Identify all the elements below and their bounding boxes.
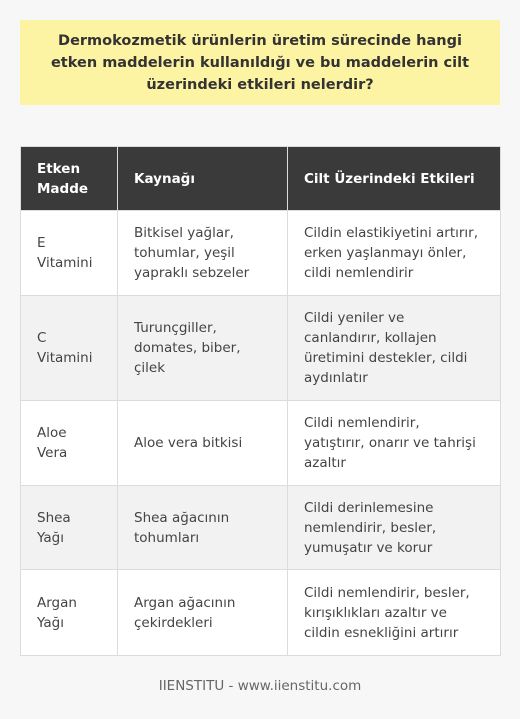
cell-source: Bitkisel yağlar, tohumlar, yeşil yapraklı sebzeler bbox=[118, 211, 288, 296]
header-source: Kaynağı bbox=[118, 147, 288, 211]
table-row bbox=[21, 211, 501, 296]
header-effects: Cilt Üzerindeki Etkileri bbox=[288, 147, 501, 211]
cell-effects: Cildin elastikiyetini artırır, erken yaşlanmayı önler, cildi nemlendirir bbox=[288, 211, 501, 296]
title-banner bbox=[20, 20, 500, 105]
cell-source: Argan ağacının çekirdekleri bbox=[118, 570, 288, 656]
cell-source: Aloe vera bitkisi bbox=[118, 401, 288, 486]
cell-effects: Cildi derinlemesine nemlendirir, besler, yumuşatır ve korur bbox=[288, 486, 501, 570]
ingredients-table bbox=[20, 146, 501, 656]
table-row bbox=[21, 401, 501, 486]
table-row bbox=[21, 296, 501, 401]
cell-ingredient: C Vitamini bbox=[21, 296, 118, 401]
table-header-row bbox=[21, 147, 501, 211]
cell-source: Shea ağacının tohumları bbox=[118, 486, 288, 570]
cell-ingredient: E Vitamini bbox=[21, 211, 118, 296]
cell-effects: Cildi nemlendirir, yatıştırır, onarır ve tahrişi azaltır bbox=[288, 401, 501, 486]
cell-ingredient: Aloe Vera bbox=[21, 401, 118, 486]
header-ingredient: Etken Madde bbox=[21, 147, 118, 211]
page-title: Dermokozmetik ürünlerin üretim sürecinde hangi etken maddelerin kullanıldığı ve bu maddelerin cilt üzerindeki etkileri nelerdir? bbox=[50, 32, 470, 93]
cell-ingredient: Shea Yağı bbox=[21, 486, 118, 570]
cell-ingredient: Argan Yağı bbox=[21, 570, 118, 656]
table-row bbox=[21, 570, 501, 656]
cell-effects: Cildi yeniler ve canlandırır, kollajen üretimini destekler, cildi aydınlatır bbox=[288, 296, 501, 401]
table-row bbox=[21, 486, 501, 570]
cell-effects: Cildi nemlendirir, besler, kırışıklıkları azaltır ve cildin esnekliğini artırır bbox=[288, 570, 501, 656]
footer-credit: IIENSTITU - www.iienstitu.com bbox=[158, 678, 362, 694]
cell-source: Turunçgiller, domates, biber, çilek bbox=[118, 296, 288, 401]
